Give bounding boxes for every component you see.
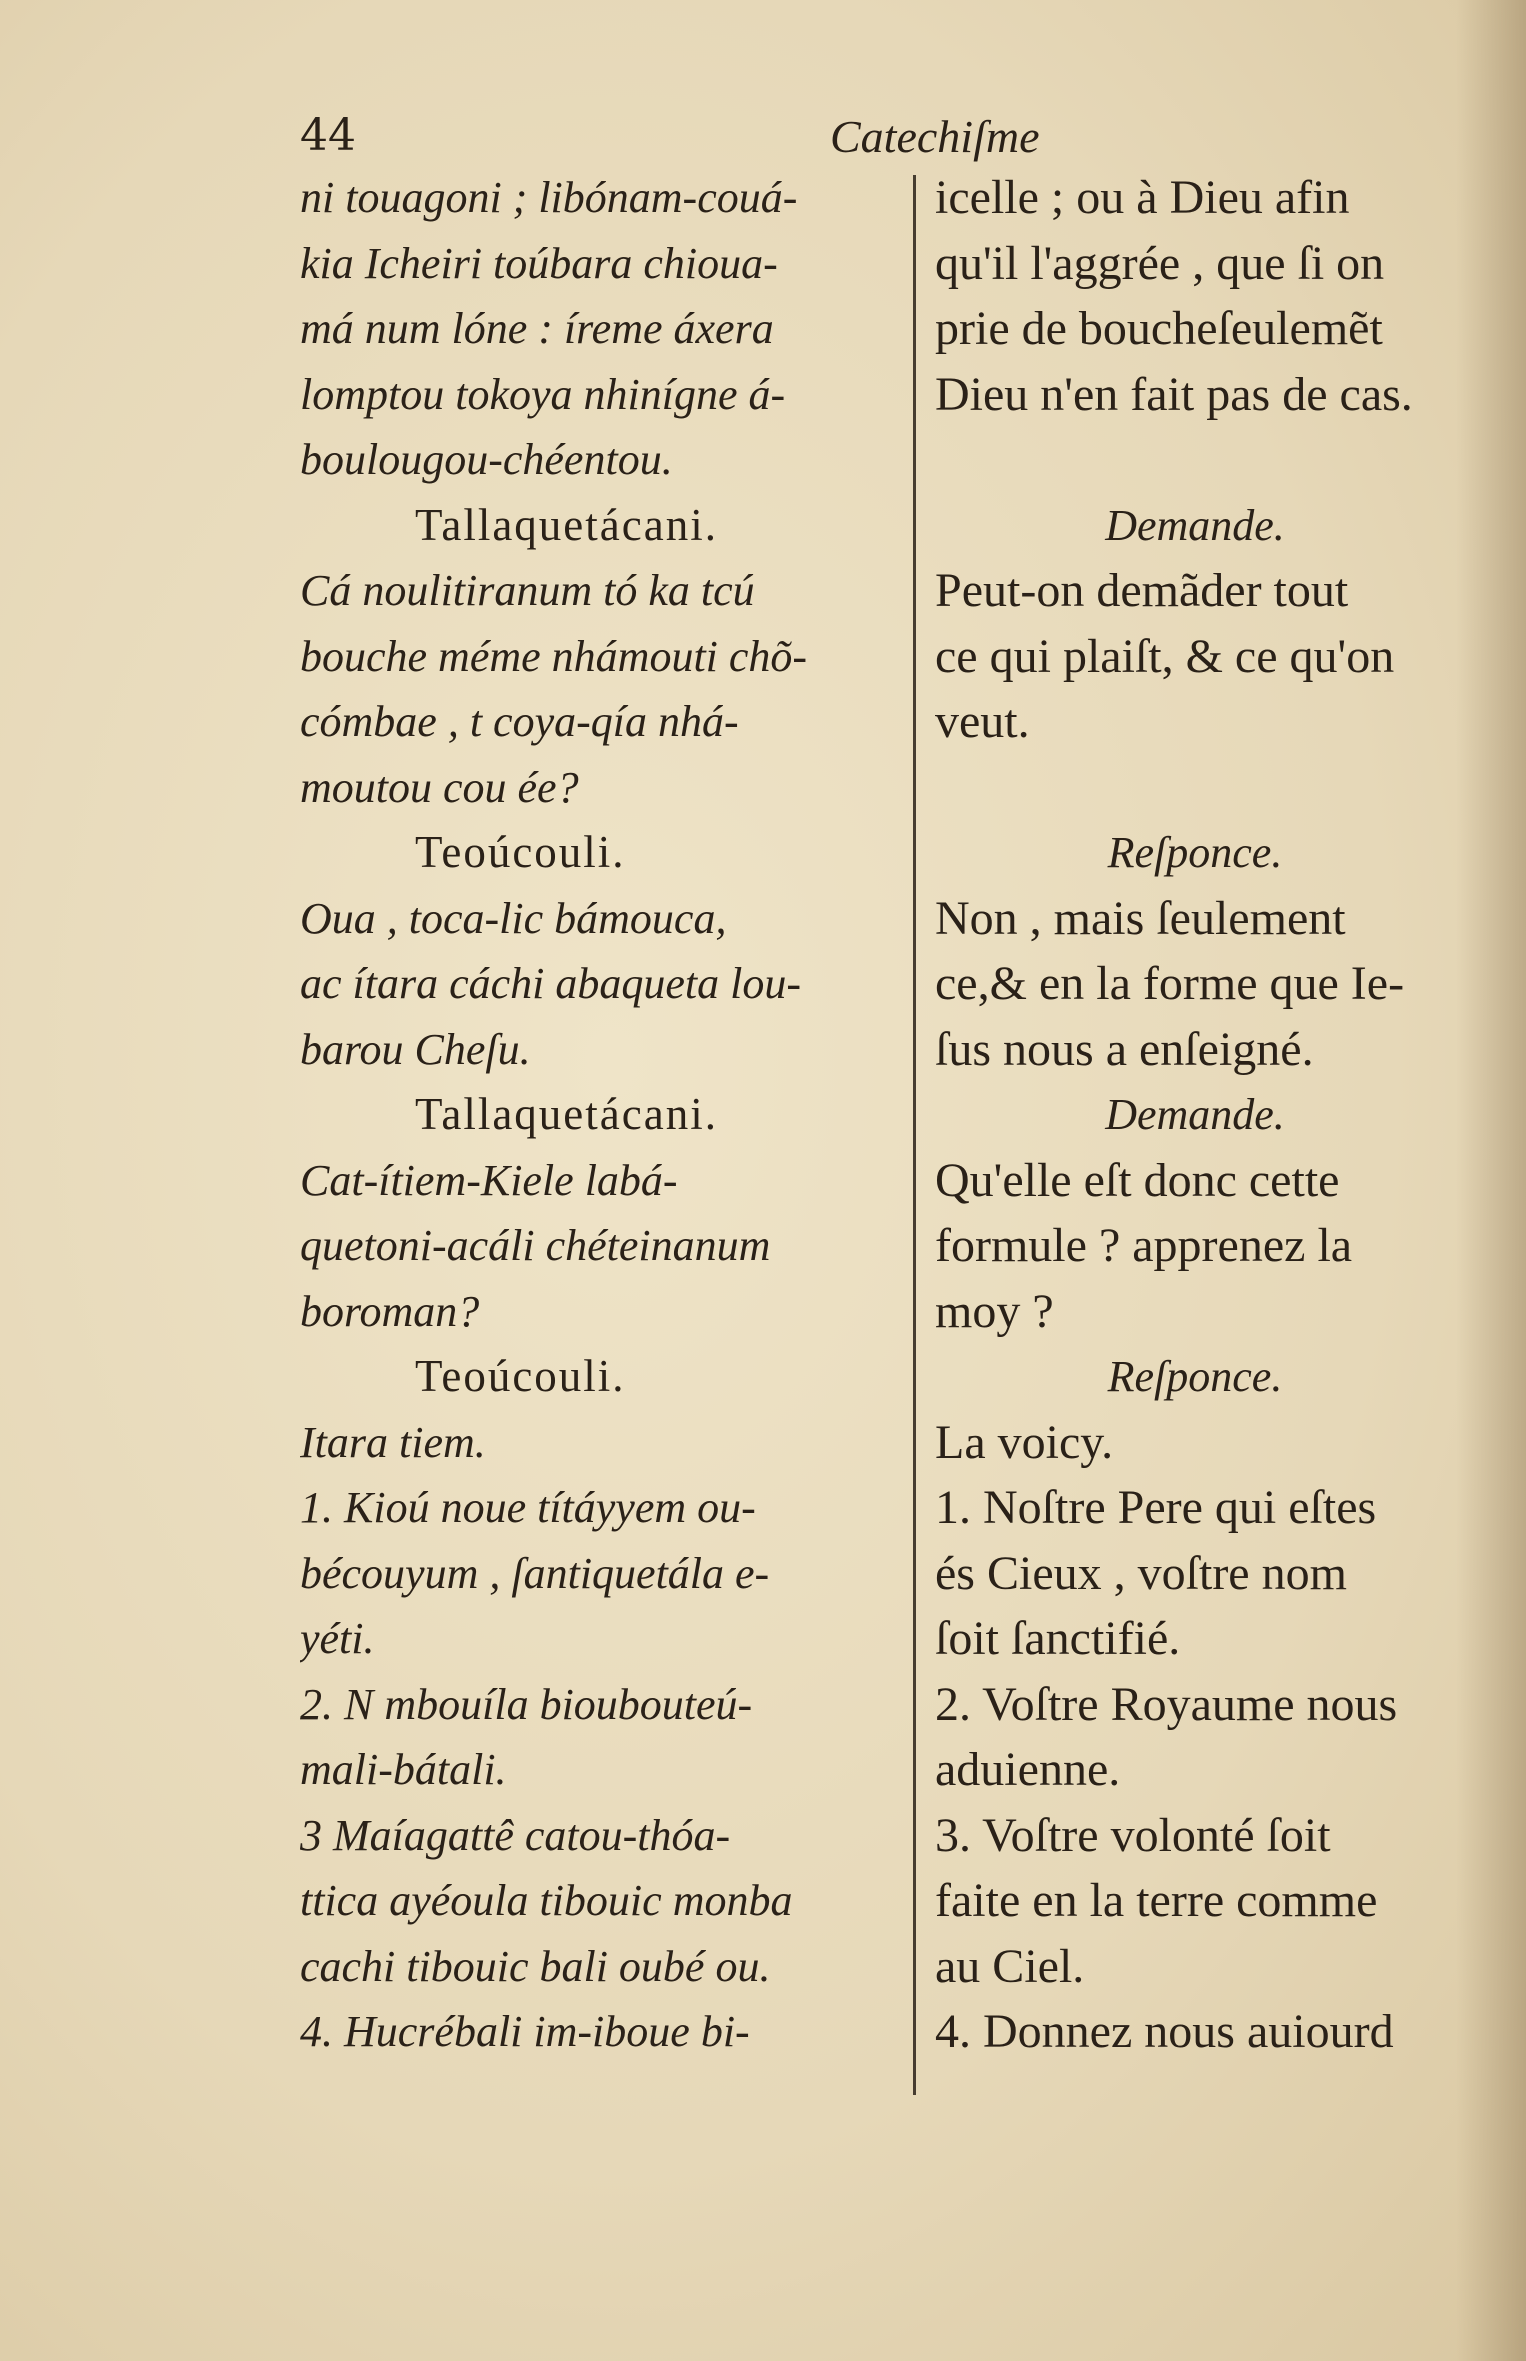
left-column-line: 2. N mbouíla bioubouteú-: [300, 1679, 753, 1729]
right-column-line: icelle ; ou à Dieu afin: [935, 171, 1350, 224]
right-column-line: qu'il l'aggrée , que ſi on: [935, 236, 1385, 290]
right-column-line: Peut-on demãder tout: [935, 564, 1349, 617]
left-column-line: ni touagoni ; libónam-couá-: [300, 173, 798, 222]
left-column-line: boulougou-chéentou.: [300, 435, 673, 484]
left-column-line: cachi tibouic bali oubé ou.: [300, 1941, 771, 1991]
left-column-line: 4. Hucrébali im-iboue bi-: [300, 2007, 750, 2056]
right-column-line: 1. Noſtre Pere qui eſtes: [935, 1481, 1377, 1534]
left-column-line: Cá noulitiranum tó ka tcú: [300, 566, 755, 615]
right-column-heading: Demande.: [1105, 1090, 1285, 1139]
left-column-line: Itara tiem.: [300, 1417, 486, 1467]
left-column-line: quetoni-acáli chéteinanum: [300, 1221, 771, 1270]
left-column-line: ac ítara cáchi abaqueta lou-: [300, 959, 802, 1008]
column-divider: [913, 175, 916, 2095]
right-column-line: La voicy.: [935, 1415, 1114, 1469]
left-column-line: boroman?: [300, 1286, 480, 1336]
right-column-line: [935, 755, 1515, 821]
right-column-line: faite en la terre comme: [935, 1874, 1378, 1927]
left-column-heading: Teoúcouli.: [415, 827, 626, 877]
left-column-line: mali-bátali.: [300, 1745, 507, 1794]
left-column-line: ttica ayéoula tibouic monba: [300, 1876, 793, 1925]
right-column-line: moy ?: [935, 1284, 1054, 1338]
left-column-heading: Tallaquetácani.: [415, 499, 718, 550]
right-column-line: Dieu n'en fait pas de cas.: [935, 367, 1413, 421]
right-column-line: Qu'elle eſt donc cette: [935, 1153, 1340, 1207]
right-column-line: és Cieux , voſtre nom: [935, 1546, 1347, 1600]
left-column-line: Cat-ítiem-Kiele labá-: [300, 1155, 678, 1205]
right-column-line: prie de boucheſeulemẽt: [935, 302, 1383, 355]
left-column-line: bouche méme nhámouti chõ-: [300, 631, 808, 681]
left-column-line: kia Icheiri toúbara chioua-: [300, 238, 778, 288]
left-column-line: 1. Kioú noue títáyyem ou-: [300, 1483, 756, 1532]
right-column-line: ſoit ſanctifié.: [935, 1612, 1181, 1665]
right-column-line: formule ? apprenez la: [935, 1219, 1353, 1272]
left-column-line: barou Cheſu.: [300, 1024, 531, 1074]
running-title: Catechiſme: [830, 111, 1040, 162]
right-column-heading: Demande.: [1105, 500, 1285, 550]
left-column-line: bécouyum , ſantiquetála e-: [300, 1548, 770, 1598]
right-column-line: aduienne.: [935, 1743, 1121, 1796]
left-column-line: 3 Maíagattê catou-thóa-: [300, 1810, 731, 1860]
right-column-line: [935, 427, 1515, 493]
right-column-line: Non , mais ſeulement: [935, 891, 1346, 945]
left-column-line: cómbae , t coya-qía nhá-: [300, 697, 739, 746]
right-column-line: ce,& en la forme que Ie-: [935, 957, 1405, 1010]
right-column-line: ſus nous a enſeigné.: [935, 1022, 1314, 1076]
left-column-line: yéti.: [300, 1614, 375, 1663]
right-column-line: veut.: [935, 695, 1030, 748]
page-number: 44: [300, 110, 356, 161]
left-column-native-text: [300, 165, 900, 2065]
right-column-line: ce qui plaiſt, & ce qu'on: [935, 629, 1395, 683]
right-column-line: au Ciel.: [935, 1939, 1085, 1993]
right-column-heading: Reſponce.: [1107, 828, 1283, 877]
right-column-line: 3. Voſtre volonté ſoit: [935, 1808, 1331, 1862]
right-column-line: 2. Voſtre Royaume nous: [935, 1677, 1398, 1731]
right-column-line: 4. Donnez nous auiourd: [935, 2005, 1394, 2058]
left-column-line: lomptou tokoya nhinígne á-: [300, 369, 786, 419]
left-column-line: moutou cou ée?: [300, 762, 579, 812]
left-column-line: má num lóne : íreme áxera: [300, 304, 774, 353]
right-column-heading: Reſponce.: [1107, 1352, 1283, 1401]
left-column-heading: Tallaquetácani.: [415, 1089, 718, 1139]
left-column-heading: Teoúcouli.: [415, 1351, 626, 1401]
left-column-line: Oua , toca-lic bámouca,: [300, 893, 727, 943]
right-column-french-text: [935, 165, 1515, 2065]
